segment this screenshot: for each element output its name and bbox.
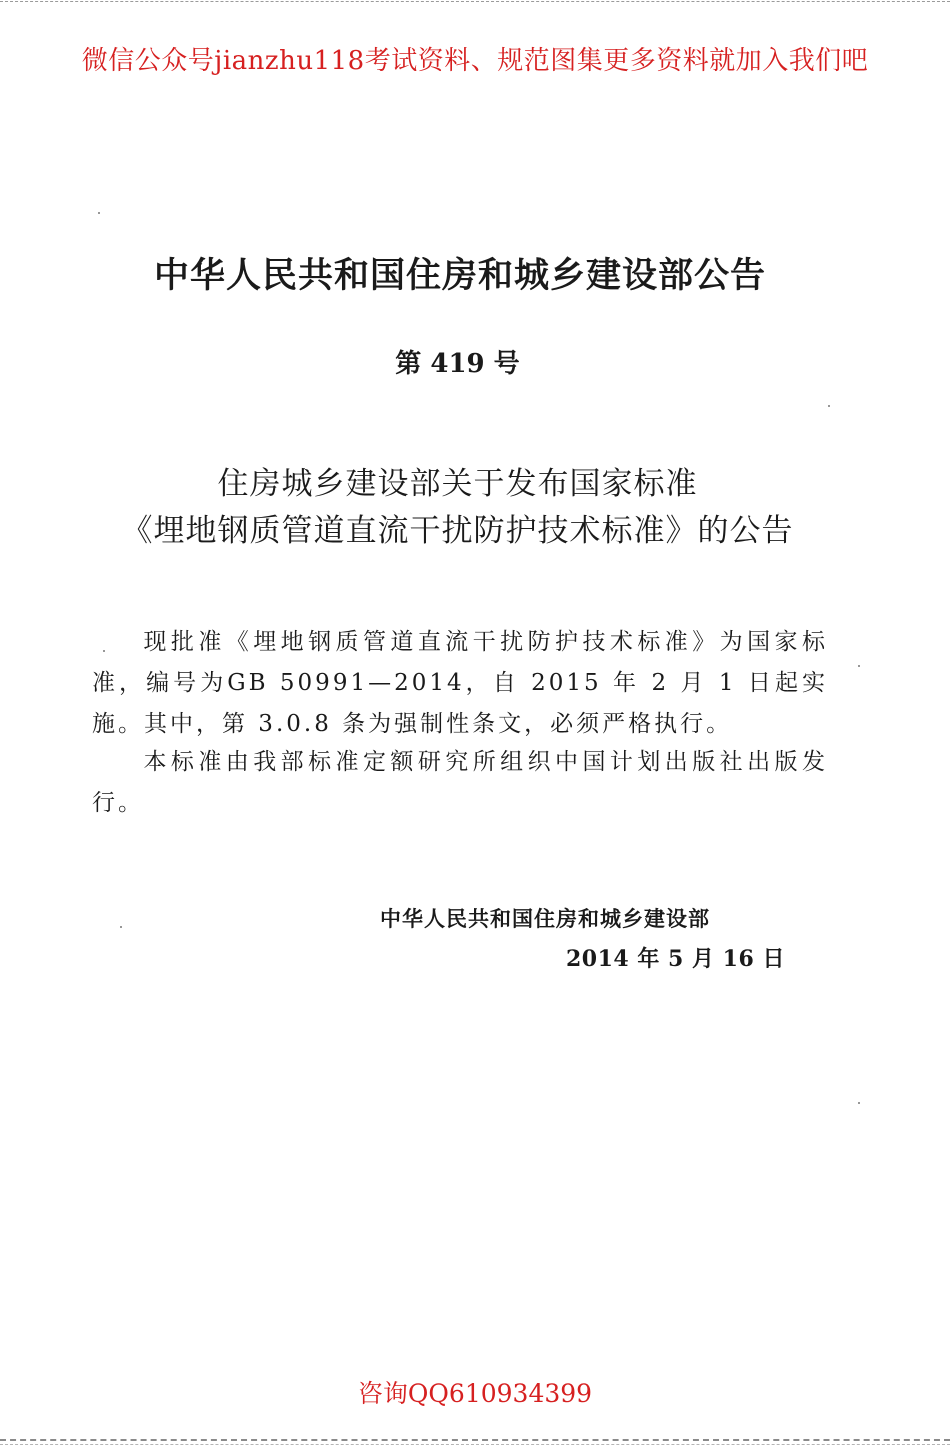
scan-edge-bottom-secondary xyxy=(0,1444,950,1445)
scan-speck xyxy=(858,665,860,667)
scan-speck xyxy=(98,212,100,214)
scan-speck xyxy=(103,650,105,652)
paragraph-2 xyxy=(92,742,828,824)
paragraph-2-text: 本标准由我部标准定额研究所组织中国计划出版社出版发行。 xyxy=(92,749,828,816)
announcement-number: 第 419 号 xyxy=(395,349,520,379)
subtitle-line-2: 《埋地钢质管道直流干扰防护技术标准》的公告 xyxy=(121,513,794,549)
issuer-signature: 中华人民共和国住房和城乡建设部 xyxy=(380,907,710,931)
paragraph-1 xyxy=(92,622,828,745)
issue-date: 2014 年 5 月 16 日 xyxy=(566,946,785,972)
watermark-bottom: 咨询QQ610934399 xyxy=(357,1379,593,1408)
subtitle-line-1: 住房城乡建设部关于发布国家标准 xyxy=(217,466,698,502)
watermark-top: 微信公众号jianzhu118考试资料、规范图集更多资料就加入我们吧 xyxy=(81,46,869,76)
scan-speck xyxy=(120,926,122,928)
scan-speck xyxy=(828,405,830,407)
scan-speck xyxy=(858,1102,860,1104)
paragraph-1-text: 现批准《埋地钢质管道直流干扰防护技术标准》为国家标准，编号为GB 50991—2014，自 2015 年 2 月 1 日起实施。其中，第 3.0.8 条为强制性条文，必须严格执行。 xyxy=(92,629,828,737)
scan-edge-top xyxy=(0,1,950,5)
announcement-title: 中华人民共和国住房和城乡建设部公告 xyxy=(153,256,766,296)
